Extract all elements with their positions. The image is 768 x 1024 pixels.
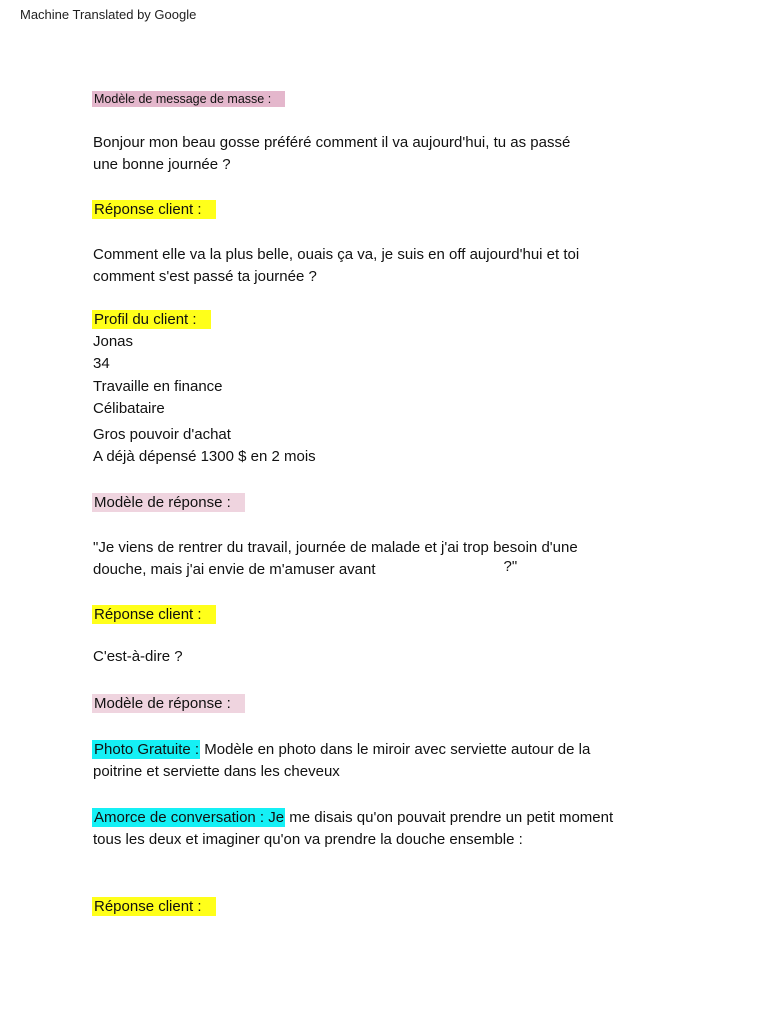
mass-message-line-1: Bonjour mon beau gosse préféré comment il va aujourd'hui, tu as passé [93,134,571,151]
free-photo-line-1 [93,739,590,761]
client-profile-heading [93,309,211,331]
client-reply-label-3: Réponse client : [92,897,216,916]
client-profile-label: Profil du client : [92,310,211,329]
reply-model-heading-2 [93,693,245,715]
profile-status: Célibataire [93,400,165,417]
reply-model-1-line-2-end: ?" [503,558,518,575]
profile-age: 34 [93,355,110,372]
mass-message-label: Modèle de message de masse : [92,91,285,107]
profile-name: Jonas [93,333,134,350]
reply-model-heading-1 [93,492,245,514]
conversation-starter-label: Amorce de conversation : Je [94,809,285,826]
profile-purchasing-power: Gros pouvoir d'achat [93,426,231,443]
reply-model-label-2: Modèle de réponse : [92,694,245,713]
free-photo-text-1: Modèle en photo dans le miroir avec serviette autour de la [200,741,591,758]
mass-message-heading [93,88,285,110]
client-reply-label-1: Réponse client : [92,200,216,219]
client-reply-heading-2 [93,604,216,626]
conversation-starter-line-2: tous les deux et imaginer qu'on va prendre la douche ensemble : [93,831,523,848]
machine-translation-banner: Machine Translated by Google [20,7,197,22]
reply-model-1-line-1: "Je viens de rentrer du travail, journée de malade et j'ai trop besoin d'une [93,539,578,556]
client-reply-1-line-2: comment s'est passé ta journée ? [93,268,317,285]
reply-model-label-1: Modèle de réponse : [92,493,245,512]
conversation-starter-text-1: me disais qu'on pouvait prendre un petit moment [285,809,614,826]
client-reply-heading-1 [93,199,216,221]
conversation-starter-line-1 [93,807,613,829]
reply-model-1-line-2-text: douche, mais j'ai envie de m'amuser avant [93,561,376,578]
reply-model-1-line-2 [93,559,517,581]
client-reply-2-text: C'est-à-dire ? [93,648,183,665]
client-reply-label-2: Réponse client : [92,605,216,624]
free-photo-line-2: poitrine et serviette dans les cheveux [93,763,340,780]
profile-spent: A déjà dépensé 1300 $ en 2 mois [93,448,316,465]
profile-job: Travaille en finance [93,378,223,395]
client-reply-1-line-1: Comment elle va la plus belle, ouais ça va, je suis en off aujourd'hui et toi [93,246,580,263]
client-reply-heading-3 [93,896,216,918]
mass-message-line-2: une bonne journée ? [93,156,231,173]
free-photo-label: Photo Gratuite : [94,741,200,758]
